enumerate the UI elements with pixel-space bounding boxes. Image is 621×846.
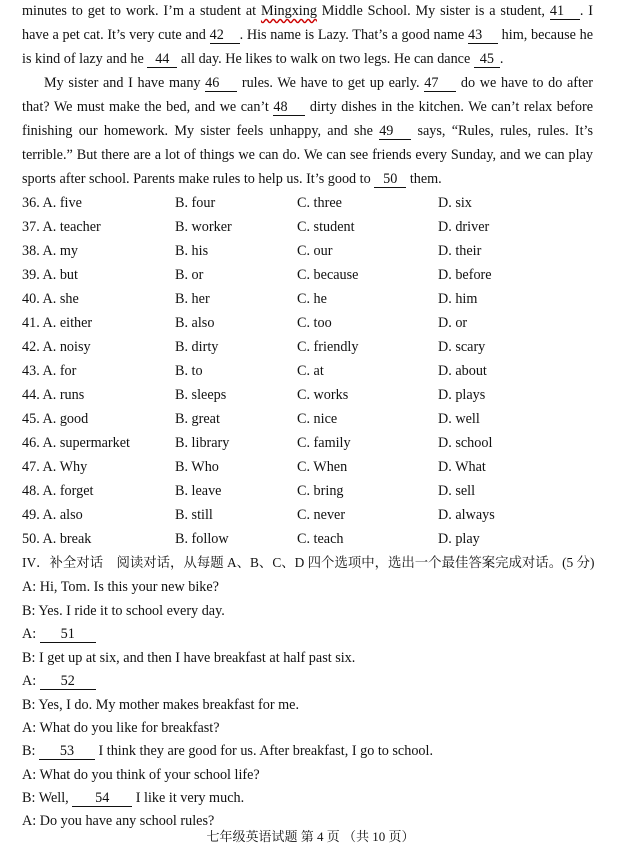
dialogue-text: I like it very much. [132, 790, 245, 806]
passage-text: . His name is Lazy. That’s a good name [239, 27, 468, 43]
blank-46: 46 [205, 75, 237, 92]
blank-45: 45 [474, 51, 500, 68]
option-row [22, 217, 598, 237]
option-d: D. school [438, 435, 493, 451]
speaker: A: [22, 626, 40, 642]
passage-text: all day. He likes to walk on two legs. He can dance [177, 51, 474, 67]
option-c: C. bring [297, 483, 344, 499]
option-d: D. their [438, 243, 482, 259]
option-c: C. three [297, 195, 342, 211]
option-d: D. What [438, 459, 486, 475]
option-d: D. well [438, 411, 480, 427]
option-a: 43. A. for [22, 363, 77, 379]
option-a: 45. A. good [22, 411, 89, 427]
dialogue-line: A: Do you have any school rules? [22, 813, 215, 829]
dialogue-line [22, 788, 244, 808]
option-row [22, 409, 598, 429]
option-row [22, 193, 598, 213]
passage-text: rules. We have to get up early. [237, 75, 425, 91]
passage-line-3 [22, 49, 503, 69]
blank-43: 43 [468, 27, 498, 44]
option-d: D. plays [438, 387, 486, 403]
option-row [22, 361, 598, 381]
option-a: 48. A. forget [22, 483, 94, 499]
option-row [22, 385, 598, 405]
option-row [22, 505, 598, 525]
option-row [22, 529, 598, 549]
option-c: C. too [297, 315, 332, 331]
option-d: D. scary [438, 339, 486, 355]
option-b: B. sleeps [175, 387, 227, 403]
blank-53: 53 [39, 743, 95, 760]
speaker: A: [22, 673, 40, 689]
section-heading: IV．补全对话 阅读对话，从每题 A、B、C、D 四个选项中，选出一个最佳答案完成对话。(5 分) [22, 555, 595, 570]
option-d: D. sell [438, 483, 476, 499]
passage-line-5 [22, 97, 593, 117]
passage-text: is kind of lazy and he [22, 51, 148, 67]
passage-text: sports after school. Parents make rules to help us. It’s good to [22, 171, 375, 187]
option-b: B. also [175, 315, 215, 331]
blank-41: 41 [550, 3, 580, 20]
option-b: B. four [175, 195, 216, 211]
dialogue-line [22, 671, 96, 691]
passage-text: terrible.” But there are a lot of things we can do. We can see friends every Sunday, and we can play [22, 147, 593, 163]
option-c: C. friendly [297, 339, 359, 355]
option-b: B. leave [175, 483, 222, 499]
option-c: C. at [297, 363, 324, 379]
option-d: D. always [438, 507, 495, 523]
option-b: B. follow [175, 531, 229, 547]
dialogue-line: A: Hi, Tom. Is this your new bike? [22, 579, 219, 595]
passage-text: . [499, 51, 504, 67]
option-d: D. six [438, 195, 472, 211]
option-c: C. teach [297, 531, 344, 547]
option-c: C. he [297, 291, 327, 307]
page-footer: 七年级英语试题 第 4 页 （共 10 页） [206, 829, 415, 844]
option-d: D. before [438, 267, 492, 283]
option-b: B. library [175, 435, 230, 451]
passage-line-4 [22, 73, 593, 93]
option-b: B. dirty [175, 339, 219, 355]
option-b: B. still [175, 507, 213, 523]
blank-48: 48 [273, 99, 305, 116]
passage-text: that? We must make the bed, and we can’t [22, 99, 274, 115]
option-c: C. never [297, 507, 346, 523]
option-a: 39. A. but [22, 267, 78, 283]
option-row [22, 457, 598, 477]
dialogue-text: I think they are good for us. After breakfast, I go to school. [94, 743, 434, 759]
option-c: C. nice [297, 411, 338, 427]
option-row [22, 289, 598, 309]
option-row [22, 337, 598, 357]
school-name: Mingxing [260, 3, 317, 19]
option-a: 36. A. five [22, 195, 82, 211]
passage-text: finishing our homework. My sister feels unhappy, and she [22, 123, 380, 139]
passage-line-2 [22, 25, 593, 45]
dialogue-line: A: What do you like for breakfast? [22, 720, 220, 736]
option-c: C. because [297, 267, 359, 283]
passage-text: do we have to do after [456, 75, 593, 91]
option-d: D. about [438, 363, 487, 379]
option-a: 37. A. teacher [22, 219, 101, 235]
passage-text: dirty dishes in the kitchen. We can’t relax before [305, 99, 593, 115]
passage-text: him, because he [497, 27, 593, 43]
option-b: B. his [175, 243, 209, 259]
option-a: 49. A. also [22, 507, 83, 523]
passage-text: them. [406, 171, 442, 187]
passage-text: says, “Rules, rules, rules. It’s [411, 123, 593, 139]
option-a: 46. A. supermarket [22, 435, 130, 451]
passage-text: have a pet cat. It’s very cute and [22, 27, 210, 43]
speaker: B: Well, [22, 790, 73, 806]
option-a: 44. A. runs [22, 387, 85, 403]
passage-text: . I [579, 3, 593, 19]
dialogue-line [22, 624, 96, 644]
passage-text: My sister and I have many [44, 75, 206, 91]
blank-50: 50 [374, 171, 406, 188]
option-c: C. works [297, 387, 349, 403]
option-a: 42. A. noisy [22, 339, 91, 355]
option-row [22, 433, 598, 453]
option-b: B. Who [175, 459, 219, 475]
blank-47: 47 [424, 75, 456, 92]
option-a: 40. A. she [22, 291, 79, 307]
option-c: C. When [297, 459, 348, 475]
passage-line-6 [22, 121, 593, 141]
option-d: D. or [438, 315, 468, 331]
option-b: B. or [175, 267, 204, 283]
option-d: D. him [438, 291, 478, 307]
dialogue-line [22, 741, 433, 761]
option-row [22, 265, 598, 285]
passage-text: Middle School. My sister is a student, [316, 3, 550, 19]
blank-44: 44 [147, 51, 177, 68]
option-a: 50. A. break [22, 531, 92, 547]
option-d: D. play [438, 531, 480, 547]
dialogue-line: B: I get up at six, and then I have breakfast at half past six. [22, 650, 356, 666]
option-c: C. our [297, 243, 333, 259]
option-row [22, 481, 598, 501]
passage-line-8 [22, 169, 442, 189]
speaker: B: [22, 743, 39, 759]
option-b: B. great [175, 411, 220, 427]
passage-line-7 [22, 145, 593, 165]
blank-51: 51 [40, 626, 96, 643]
option-b: B. to [175, 363, 203, 379]
blank-52: 52 [40, 673, 96, 690]
option-a: 41. A. either [22, 315, 93, 331]
passage-text: minutes to get to work. I’m a student at [22, 3, 261, 19]
option-b: B. worker [175, 219, 232, 235]
option-row [22, 241, 598, 261]
passage-line-1 [22, 1, 593, 21]
dialogue-line: A: What do you think of your school life? [22, 767, 260, 783]
dialogue-line: B: Yes. I ride it to school every day. [22, 603, 225, 619]
blank-54: 54 [72, 790, 132, 807]
dialogue-line: B: Yes, I do. My mother makes breakfast for me. [22, 697, 300, 713]
option-b: B. her [175, 291, 210, 307]
option-c: C. family [297, 435, 351, 451]
option-d: D. driver [438, 219, 490, 235]
blank-42: 42 [210, 27, 240, 44]
option-c: C. student [297, 219, 355, 235]
option-row [22, 313, 598, 333]
option-a: 47. A. Why [22, 459, 88, 475]
blank-49: 49 [379, 123, 411, 140]
option-a: 38. A. my [22, 243, 78, 259]
